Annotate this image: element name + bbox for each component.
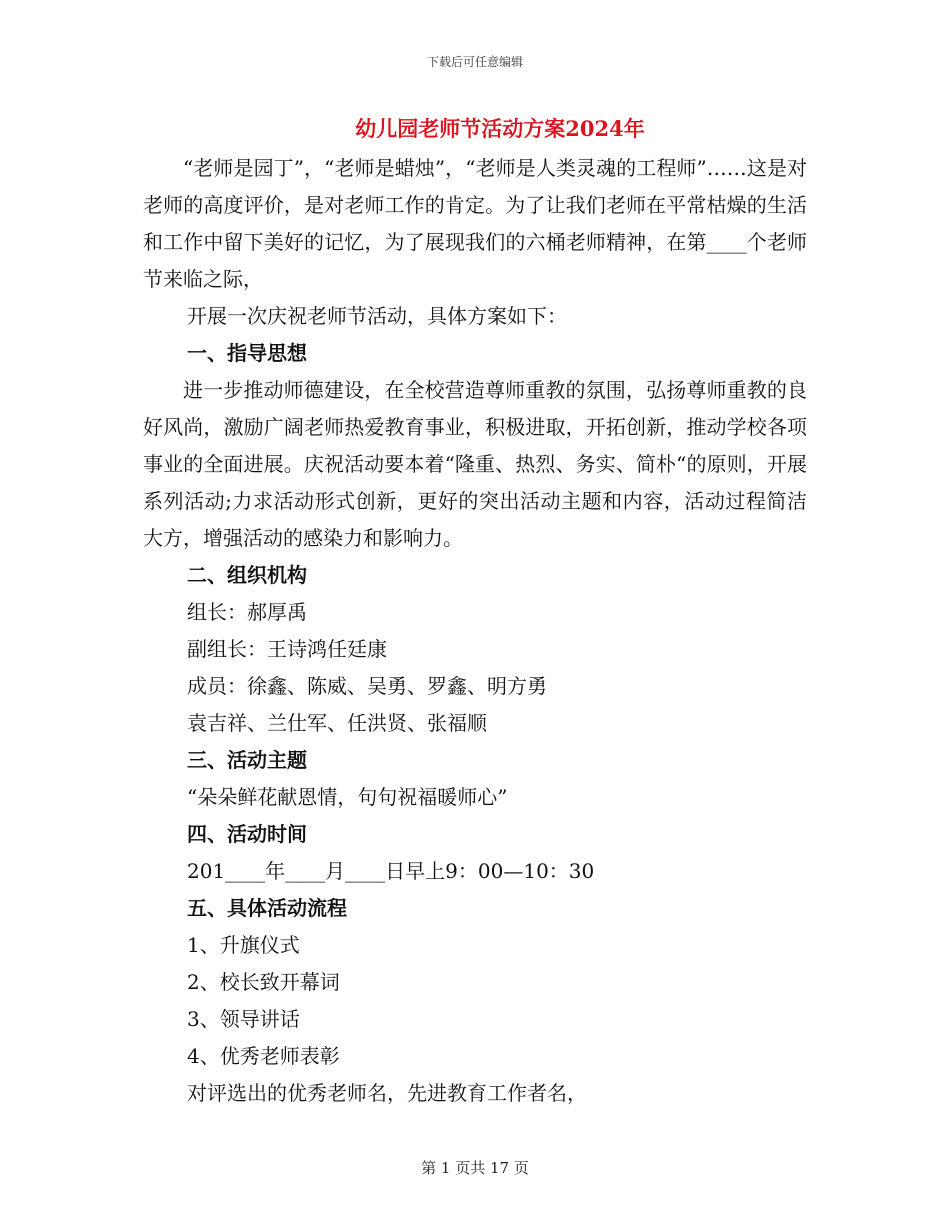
org-members-continued: 袁吉祥、兰仕军、任洪贤、张福顺: [187, 711, 487, 735]
document-body: [143, 150, 807, 1112]
process-item: 3、领导讲话: [187, 1007, 300, 1031]
closing-text: 对评选出的优秀老师名，先进教育工作者名，: [187, 1081, 587, 1105]
section-heading-organization: 二、组织机构: [187, 563, 307, 587]
process-item: 1、升旗仪式: [187, 933, 300, 957]
org-leader: 组长：郝厚禹: [187, 600, 307, 624]
section-heading-time: 四、活动时间: [187, 822, 307, 846]
section-heading-process: 五、具体活动流程: [187, 896, 347, 920]
guiding-paragraph: 进一步推动师德建设，在全校营造尊师重教的氛围，弘扬尊师重教的良好风尚，激励广阔老师热爱教育事业，积极进取，开拓创新，推动学校各项事业的全面进展。庆祝活动要本着“隆重、热烈、务实、简朴“的原则，开展系列活动;力求活动形式创新，更好的突出活动主题和内容，活动过程简洁大方，增强活动的感染力和影响力。: [143, 378, 807, 550]
section-heading-theme: 三、活动主题: [187, 748, 307, 772]
header-note: 下载后可任意编辑: [426, 55, 523, 69]
document-title: 幼儿园老师节活动方案2024年: [355, 116, 645, 141]
intro-paragraph: “老师是园丁”，“老师是蜡烛”，“老师是人类灵魂的工程师”……这是对老师的高度评价，是对老师工作的肯定。为了让我们老师在平常枯燥的生活和工作中留下美好的记忆，为了展现我们的六桶老师精神，在第____个老师节来临之际，: [143, 156, 807, 291]
process-item: 4、优秀老师表彰: [187, 1044, 340, 1068]
time-text: 201____年____月____日早上9：00—10：30: [187, 859, 595, 883]
org-deputy: 副组长：王诗鸿任廷康: [187, 637, 387, 661]
page-number: 第 1 页共 17 页: [421, 1159, 529, 1177]
process-item: 2、校长致开幕词: [187, 970, 340, 994]
intro-continuation: 开展一次庆祝老师节活动，具体方案如下：: [187, 304, 567, 328]
theme-text: “朵朵鲜花献恩情，句句祝福暖师心”: [187, 785, 508, 809]
section-heading-guiding: 一、指导思想: [187, 341, 307, 365]
org-members: 成员：徐鑫、陈威、吴勇、罗鑫、明方勇: [187, 674, 547, 698]
